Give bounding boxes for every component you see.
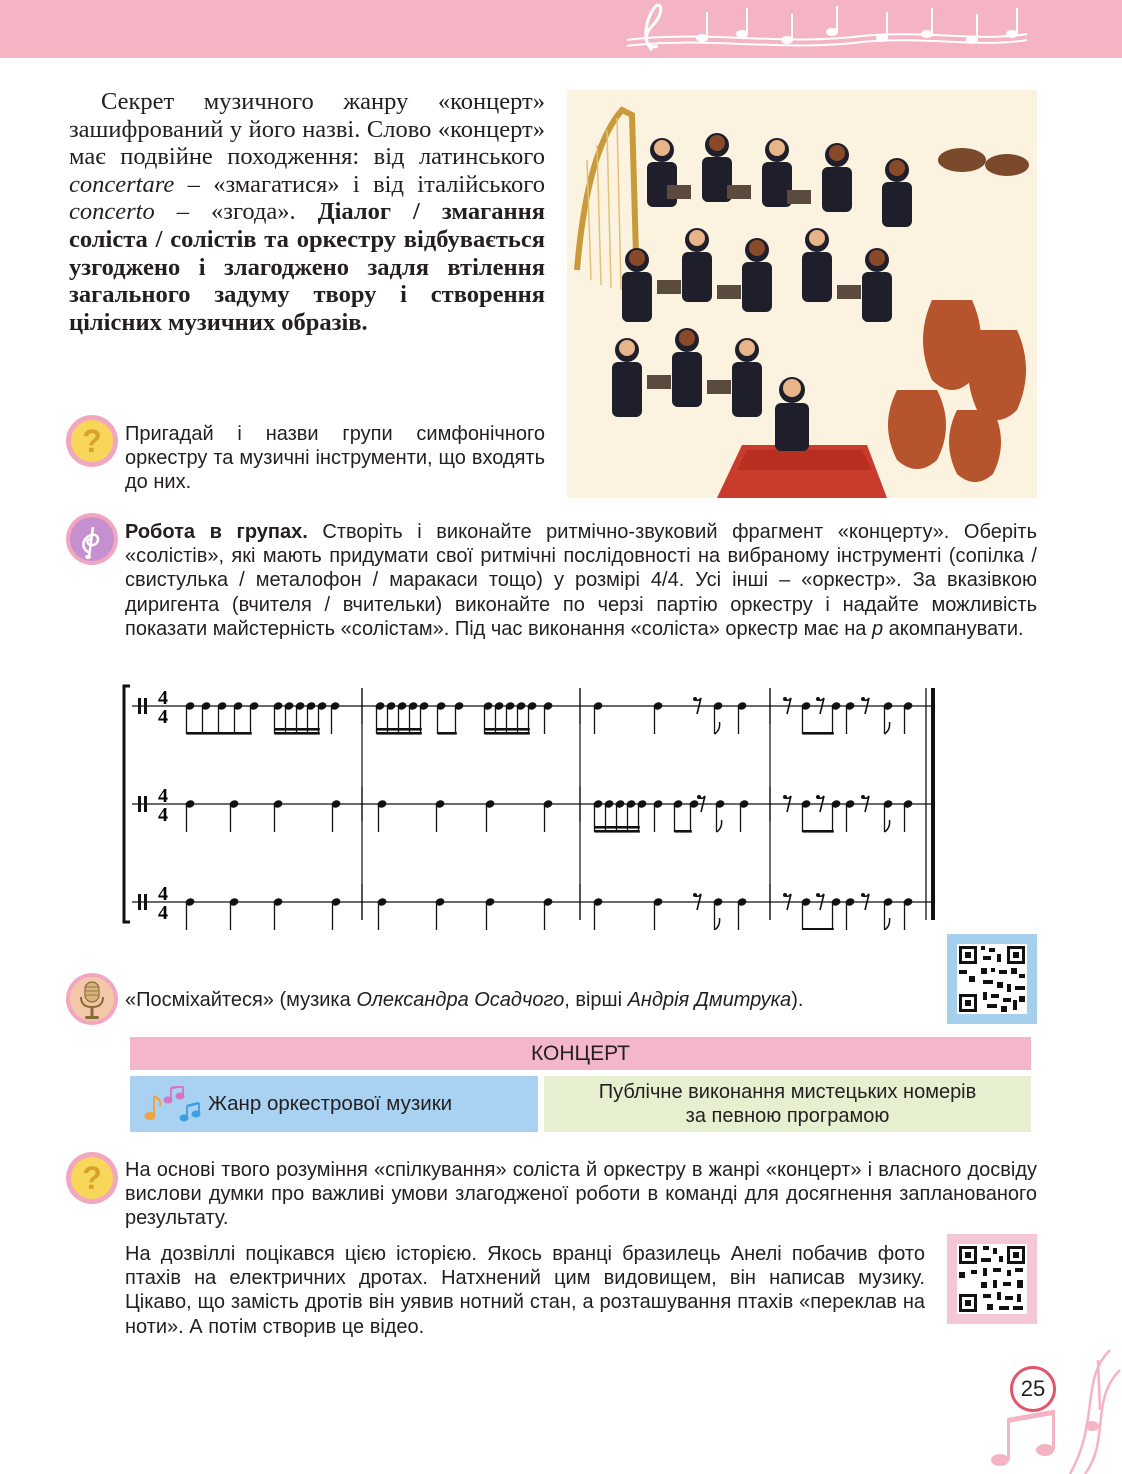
concert-heading: КОНЦЕРТ: [130, 1037, 1031, 1070]
eighth-rest-dot: [783, 893, 787, 897]
note-beam: [803, 830, 834, 833]
note-flag: [885, 820, 890, 832]
note-beam: [275, 728, 320, 731]
music-note-icon: [66, 513, 118, 565]
note-flag: [715, 918, 720, 930]
time-signature-bottom: 4: [158, 804, 168, 826]
eighth-rest-dot: [693, 697, 697, 701]
concert-definition-performance: [544, 1076, 1031, 1132]
eighth-rest-dot: [861, 893, 865, 897]
qr-code-icon: [947, 934, 1037, 1024]
time-signature-top: 4: [158, 785, 168, 807]
concert-performance-line-1: Публічне виконання мистецьких номерів: [598, 1081, 977, 1103]
svg-text:?: ?: [82, 1160, 102, 1196]
concert-definition-genre: [130, 1076, 538, 1132]
song-credit: «Посміхайтеся» (музика Олександра Осадчого, вірші Андрія Дмитрука).: [125, 989, 804, 1011]
percussion-clef: [138, 894, 141, 910]
question-recall-text: Пригадай і назви групи симфонічного оркестру та музичні інструменти, що входять до них.: [125, 423, 545, 494]
time-signature-bottom: 4: [158, 902, 168, 924]
page-number: 25: [1010, 1366, 1056, 1412]
header-band: [0, 0, 1122, 58]
concert-genre-label: Жанр оркестрової музики: [208, 1092, 453, 1115]
final-bar-thick: [931, 688, 935, 920]
qr-code-video[interactable]: [947, 1234, 1037, 1324]
score-bracket: [124, 686, 130, 922]
eighth-rest-dot: [816, 697, 820, 701]
qr-code-song[interactable]: [947, 934, 1037, 1024]
question-icon: [66, 1152, 118, 1204]
note-beam: [377, 728, 422, 731]
note-beam: [803, 928, 834, 930]
eighth-rest-dot: [697, 795, 701, 799]
note-beam: [485, 728, 530, 731]
percussion-clef: [138, 698, 141, 714]
note-beam: [438, 732, 457, 735]
percussion-clef: [144, 894, 147, 910]
intro-paragraph: Секрет музичного жанру «концерт» зашифрований у його назві. Слово «концерт» має подвійне походження: від латинського concertare – «змагатися» і від італійського concerto – «згода». Діалог / змагання соліста / солістів та оркестру відбувається узгоджено і злагоджено задля втілення загального задуму твору і створення цілісних музичних образів.: [69, 88, 545, 336]
eighth-rest-dot: [861, 697, 865, 701]
note-beam: [803, 732, 834, 735]
microphone-icon: [66, 973, 118, 1025]
note-beam: [595, 826, 640, 829]
eighth-rest-dot: [693, 893, 697, 897]
time-signature-top: 4: [158, 883, 168, 905]
eighth-rest-dot: [861, 795, 865, 799]
note-beam: [275, 732, 320, 735]
eighth-rest-dot: [816, 795, 820, 799]
music-notes-icon: [142, 1086, 202, 1124]
note-beam: [377, 732, 422, 735]
svg-text:?: ?: [82, 423, 102, 459]
percussion-clef: [144, 698, 147, 714]
note-beam: [485, 732, 530, 735]
note-flag: [717, 820, 722, 832]
time-signature-bottom: 4: [158, 706, 168, 728]
orchestra-illustration: [567, 90, 1037, 498]
note-beam: [675, 830, 692, 833]
qr-code-icon: [947, 1234, 1037, 1324]
leisure-story-text: На дозвіллі поцікався цією історією. Якось вранці бразилець Анелі побачив фото птахів на електричних дротах. Натхнений цим видовищем, він написав музику. Цікаво, що замість дротів він уявив нотний стан, а розташування птахів «переклав на ноти». А потім створив це відео.: [125, 1243, 925, 1338]
note-flag: [715, 722, 720, 734]
eighth-rest-dot: [783, 795, 787, 799]
note-flag: [885, 918, 890, 930]
note-flag: [885, 722, 890, 734]
music-notes-decoration-icon: [622, 0, 1032, 58]
percussion-clef: [138, 796, 141, 812]
eighth-rest-dot: [783, 697, 787, 701]
question-teamwork-text: На основі твого розуміння «спілкування» соліста й оркестру в жанрі «концерт» і власного досвіду вислови думки про важливі умови злагодженої роботи в команді для досягнення запланованого результату.: [125, 1159, 1037, 1230]
time-signature-top: 4: [158, 687, 168, 709]
rhythm-score: [118, 682, 948, 930]
note-beam: [187, 732, 252, 735]
concert-performance-line-2: за певною програмою: [685, 1105, 890, 1127]
percussion-clef: [144, 796, 147, 812]
group-task-text: Робота в групах. Створіть і виконайте ритмічно-звуковий фрагмент «концерту». Оберіть «солістів», які мають придумати свої ритмічні послідовності на вибраному інструменті (сопілка / свистулька / металофон / маракаси тощо) у розмірі 4/4. Усі інші – «оркестр». За вказівкою диригента (вчителя / вчительки) виконайте по черзі партію оркестру і надайте можливість показати майстерність «солістам». Під час виконання «соліста» оркестр має на p акомпанувати.: [125, 521, 1037, 640]
question-icon: [66, 415, 118, 467]
eighth-rest-dot: [816, 893, 820, 897]
note-beam: [595, 830, 640, 833]
